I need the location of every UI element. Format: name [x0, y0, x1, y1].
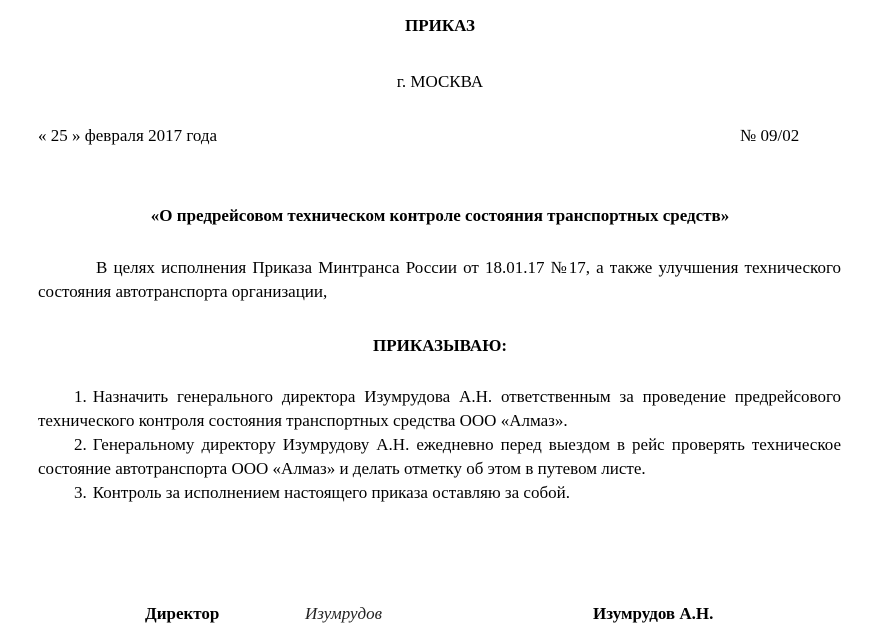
- order-item-text: Назначить генерального директора Изумрудова А.Н. ответственным за проведение предрейсового технического контроля состояния транспортных средства ООО «Алмаз».: [38, 387, 841, 430]
- order-date: « 25 » февраля 2017 года: [38, 126, 218, 145]
- city-line: г. МОСКВА: [396, 72, 484, 91]
- order-item: [38, 385, 841, 433]
- handwritten-signature: Изумрудов: [305, 604, 383, 623]
- order-item-number: 3.: [74, 483, 87, 502]
- order-item-number: 2.: [74, 435, 87, 454]
- signature-row: [0, 604, 894, 630]
- intro-paragraph: В целях исполнения Приказа Минтранса России от 18.01.17 №17, а также улучшения технического состояния автотранспорта организации,: [38, 258, 841, 301]
- order-item: [38, 433, 841, 481]
- order-item-text: Контроль за исполнением настоящего приказа оставляю за собой.: [92, 483, 570, 502]
- order-subject: «О предрейсовом техническом контроле состояния транспортных средств»: [150, 206, 730, 225]
- order-heading: ПРИКАЗЫВАЮ:: [372, 336, 508, 355]
- order-item: [38, 481, 841, 505]
- order-number: № 09/02: [740, 126, 800, 145]
- order-item-text: Генеральному директору Изумрудову А.Н. ежедневно перед выездом в рейс проверять техническое состояние автотранспорта ООО «Алмаз» и делать отметку об этом в путевом листе.: [38, 435, 841, 478]
- order-item-number: 1.: [74, 387, 87, 406]
- document-title: ПРИКАЗ: [405, 16, 475, 35]
- signer-position: Директор: [145, 604, 220, 623]
- order-items-list: [38, 385, 841, 505]
- signer-name: Изумрудов А.Н.: [593, 604, 714, 623]
